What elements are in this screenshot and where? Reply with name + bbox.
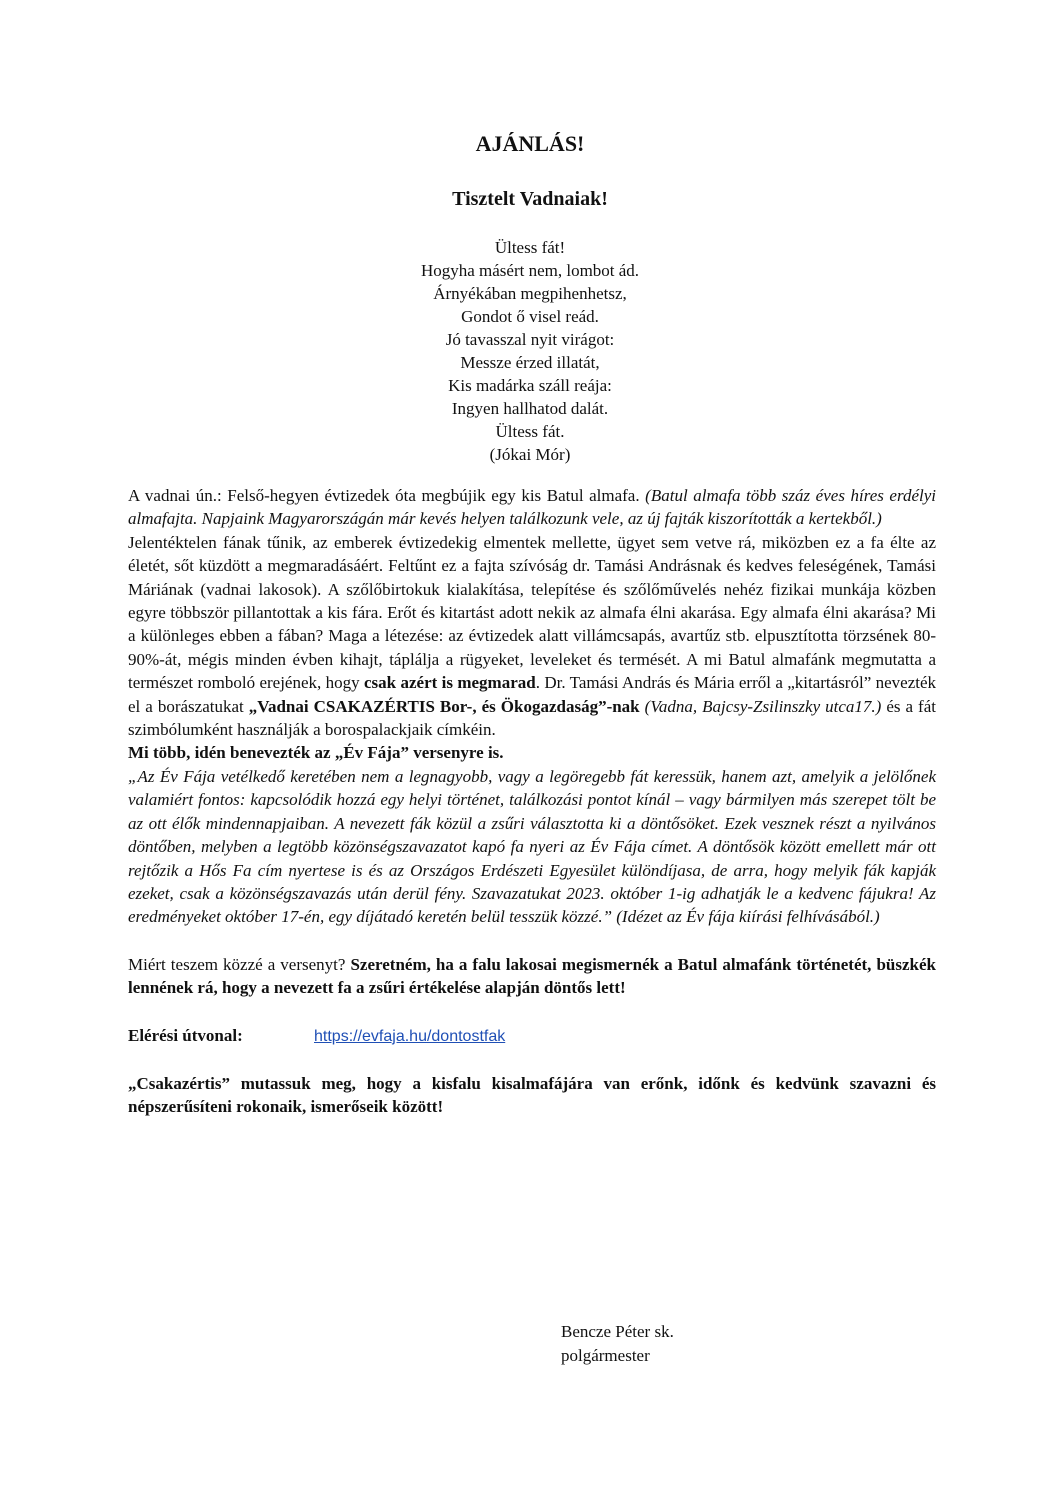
link-label: Elérési útvonal: [128, 1025, 243, 1045]
poem-line: Kis madárka száll reája: [448, 376, 612, 395]
salutation: Tisztelt Vadnaiak! [452, 188, 608, 210]
poem-line: Gondot ő visel reád. [461, 307, 599, 326]
intro-text: A vadnai ún.: Felső-hegyen évtizedek óta megbújik egy kis Batul almafa. [128, 486, 646, 505]
paragraph-call-to-action [128, 1072, 936, 1119]
signature [561, 1320, 674, 1368]
page-title: AJÁNLÁS! [475, 131, 585, 156]
winery-address: (Vadna, Bajcsy-Zsilinszky utca17.) [639, 696, 882, 716]
signer-name: Bencze Péter sk. [561, 1322, 674, 1341]
paragraph-intro [128, 484, 936, 531]
poem-line: Ültess fát. [495, 422, 565, 441]
paragraph-quote [128, 765, 936, 929]
story-text-3: és a fát szimbólumként használják a borospalackjaik címkéin. [128, 696, 936, 740]
poem-line: Jó tavasszal nyit virágot: [445, 330, 615, 349]
story-text: Jelentéktelen fának tűnik, az emberek évtizedekig elmentek mellette, ügyet sem vetve rá, miközben ez a fa élte az életét, sőt küzdött a megmaradásáért. Feltűnt ez a fajta szívóság dr. Tamási Andrásnak és kedves feleségének, Tamási Máriának (vadnai lakosok). A szőlőbirtokuk kialakítása, telepítése és szőlőművelés nehéz fizikai munkája közben egyre többször pillantottak a kis fára. Erőt és kitartást adott nekik az almafa élni akarása. Egy almafa élni akarása? Mi a különleges ebben a fában? Maga a létezése: az évtizedek alatt villámcsapás, avartűz stb. elpusztította törzsének 80-90%-át, mégis minden évben kihajt, táplálja a rügyeket, leveleket és termését. A mi Batul almafánk megmutatta a természet romboló erejének, hogy [128, 532, 936, 693]
link-row [128, 1024, 936, 1048]
poem-line: Messze érzed illatát, [460, 353, 600, 372]
poem-line: Ingyen hallhatod dalát. [451, 399, 609, 418]
contest-announcement: Mi több, idén benevezték az „Év Fája” versenyre is. [128, 743, 504, 763]
story-text-2: . Dr. Tamási András és Mária erről a „kitartásról” nevezték el a borászatukat [128, 673, 937, 716]
contest-link[interactable]: https://evfaja.hu/dontostfak [314, 1027, 506, 1045]
poem-line: Árnyékában megpihenhetsz, [433, 284, 627, 303]
why-question: Miért teszem közzé a versenyt? [128, 954, 351, 974]
poem-line: Hogyha másért nem, lombot ád. [420, 261, 640, 280]
why-answer: Szeretném, ha a falu lakosai megismernék a Batul almafánk történetét, büszkék lennének rá, hogy a nevezett fa a zsűri értékelése alapján döntős lett! [128, 954, 936, 998]
contest-quote: „Az Év Fája vetélkedő keretében nem a legnagyobb, vagy a legöregebb fát keressük, hanem azt, amelyik a jelölőnek valamiért fontos: kapcsolódik hozzá egy helyi történet, találkozási pontot kínál – vagy bármilyen más szerepet tölt be az ott élők mindennapjaiban. A nevezett fák közül a zsűri választotta ki a döntősöket. Ezek vesznek részt a nyilvános döntőben, melyben a legtöbb közönségszavazatot kapó fa nyeri az Év Fája címet. A döntősök között emellett már ott rejtőzik a Hős Fa cím nyertese is és az Országos Erdészeti Egyesület különdíjasa, de arra, hogy melyik fák kapják ezeket, csak a közönségszavazás után derül fény. Szavazatukat 2023. október 1-ig adhatják le a kedvenc fájukra! Az eredményeket október 17-én, egy díjátadó keretén belül tesszük közzé.” (Idézet az Év fája kiírási felhívásából.) [128, 766, 936, 927]
poem-line: Ültess fát! [494, 238, 566, 257]
story-emphasis: csak azért is megmarad [364, 673, 536, 693]
signer-role: polgármester [561, 1346, 650, 1365]
call-to-action: „Csakazértis” mutassuk meg, hogy a kisfalu kisalmafájára van erőnk, időnk és kedvünk szavazni és népszerűsíteni rokonaik, ismerőseik között! [128, 1073, 936, 1116]
paragraph-story [128, 531, 936, 742]
poem-author: (Jókai Mór) [489, 445, 571, 464]
poem [0, 236, 1060, 466]
body-text [128, 484, 936, 1118]
paragraph-why [128, 953, 936, 1000]
paragraph-contest [128, 741, 936, 764]
winery-name: „Vadnai CSAKAZÉRTIS Bor-, és Ökogazdaság”-nak [248, 696, 640, 716]
intro-note: (Batul almafa több száz éves híres erdélyi almafajta. Napjaink Magyarországán már kevés helyen találkozunk vele, az új fajták kiszorították a kertekből.) [128, 486, 936, 529]
